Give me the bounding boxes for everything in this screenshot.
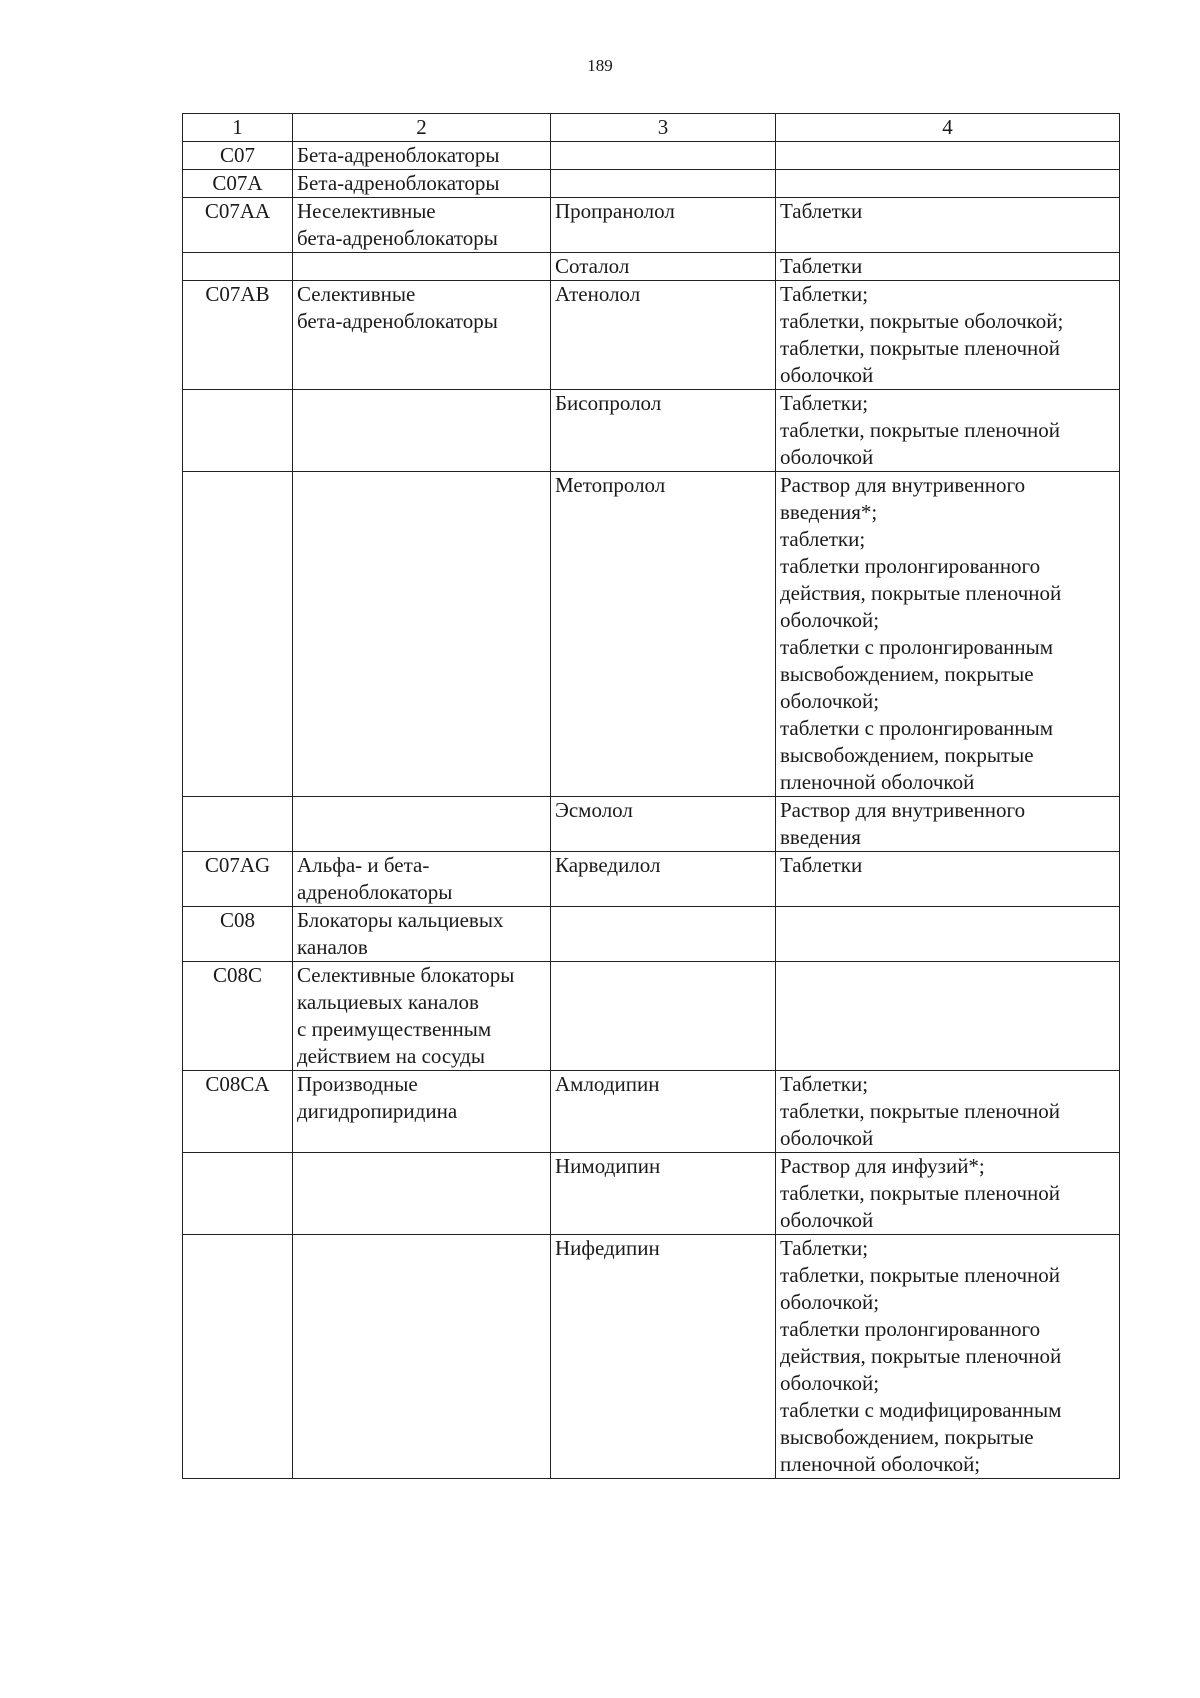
dosage-forms-cell-line: таблетки пролонгированного [780,1317,1041,1341]
group-name-cell-line: бета-адреноблокаторы [297,309,498,333]
drug-name-cell-line: Нифедипин [555,1236,660,1260]
group-name-cell [293,797,551,852]
atc-code-cell: C07AB [183,281,293,390]
dosage-forms-cell [776,281,1120,390]
dosage-forms-cell-line: действия, покрытые пленочной [780,1344,1062,1368]
dosage-forms-cell-line: Таблетки [780,254,863,278]
dosage-forms-cell [776,198,1120,253]
table-row [183,170,1120,198]
drug-name-cell-line: Эсмолол [555,798,633,822]
drug-name-cell [551,281,776,390]
group-name-cell-line: каналов [297,935,368,959]
group-name-cell [293,1071,551,1153]
table-row [183,1153,1120,1235]
dosage-forms-cell-line: Раствор для внутривенного [780,798,1026,822]
dosage-forms-cell-line: Таблетки; [780,1236,869,1260]
group-name-cell-line: Бета-адреноблокаторы [297,171,500,195]
group-name-cell-line: Неселективные [297,199,436,223]
dosage-forms-cell [776,907,1120,962]
group-name-cell [293,198,551,253]
drug-name-cell-line: Карведилол [555,853,661,877]
drug-name-cell [551,1153,776,1235]
dosage-forms-cell-line: оболочкой [780,1126,874,1150]
group-name-cell [293,907,551,962]
dosage-forms-cell [776,852,1120,907]
dosage-forms-cell [776,253,1120,281]
group-name-cell-line: Производные [297,1072,418,1096]
atc-code-cell: C07 [183,142,293,170]
dosage-forms-cell-line: таблетки; [780,527,866,551]
drug-name-cell [551,253,776,281]
dosage-forms-cell [776,797,1120,852]
atc-code-cell [183,797,293,852]
table-body [183,142,1120,1479]
drug-table [182,113,1120,1479]
dosage-forms-cell-line: оболочкой; [780,1371,880,1395]
header-col-2: 2 [293,114,551,142]
dosage-forms-cell-line: Таблетки [780,853,863,877]
dosage-forms-cell-line: Раствор для внутривенного [780,473,1026,497]
table-row [183,281,1120,390]
dosage-forms-cell-line: таблетки, покрытые оболочкой; [780,309,1064,333]
group-name-cell-line: Селективные блокаторы [297,963,515,987]
dosage-forms-cell-line: оболочкой [780,363,874,387]
drug-name-cell-line: Метопролол [555,473,666,497]
group-name-cell-line: кальциевых каналов [297,990,479,1014]
table-row [183,198,1120,253]
atc-code-cell: C08 [183,907,293,962]
atc-code-cell [183,253,293,281]
dosage-forms-cell [776,472,1120,797]
dosage-forms-cell-line: пленочной оболочкой; [780,1452,981,1476]
drug-name-cell [551,198,776,253]
dosage-forms-cell-line: оболочкой [780,1208,874,1232]
dosage-forms-cell-line: высвобождением, покрытые [780,1425,1034,1449]
drug-name-cell [551,1071,776,1153]
group-name-cell-line: адреноблокаторы [297,880,453,904]
atc-code-cell: C08C [183,962,293,1071]
drug-name-cell-line: Бисопролол [555,391,662,415]
group-name-cell [293,1153,551,1235]
dosage-forms-cell-line: введения*; [780,500,878,524]
dosage-forms-cell-line: таблетки с пролонгированным [780,635,1054,659]
dosage-forms-cell-line: оболочкой; [780,608,880,632]
dosage-forms-cell-line: оболочкой; [780,1290,880,1314]
group-name-cell-line: действием на сосуды [297,1044,485,1068]
dosage-forms-cell-line: таблетки с пролонгированным [780,716,1054,740]
dosage-forms-cell-line: таблетки, покрытые пленочной [780,336,1061,360]
table-row [183,390,1120,472]
atc-code-cell [183,390,293,472]
drug-name-cell-line: Амлодипин [555,1072,660,1096]
dosage-forms-cell [776,142,1120,170]
group-name-cell [293,472,551,797]
page-number: 189 [587,56,613,75]
atc-code-cell [183,1235,293,1479]
table-row [183,142,1120,170]
dosage-forms-cell-line: Таблетки; [780,1072,869,1096]
table-row [183,907,1120,962]
group-name-cell-line: Альфа- и бета- [297,853,430,877]
drug-name-cell [551,472,776,797]
dosage-forms-cell-line: Таблетки [780,199,863,223]
group-name-cell [293,390,551,472]
dosage-forms-cell-line: таблетки пролонгированного [780,554,1041,578]
drug-name-cell [551,170,776,198]
table-row [183,253,1120,281]
header-row [183,114,1120,142]
header-col-1: 1 [183,114,293,142]
dosage-forms-cell-line: высвобождением, покрытые [780,743,1034,767]
table-row [183,797,1120,852]
group-name-cell [293,142,551,170]
drug-name-cell-line: Соталол [555,254,630,278]
atc-code-cell: C07AA [183,198,293,253]
group-name-cell-line: Бета-адреноблокаторы [297,143,500,167]
drug-name-cell-line: Атенолол [555,282,641,306]
group-name-cell-line: бета-адреноблокаторы [297,226,498,250]
dosage-forms-cell-line: таблетки, покрытые пленочной [780,1263,1061,1287]
drug-name-cell [551,907,776,962]
drug-name-cell-line: Пропранолол [555,199,675,223]
table-row [183,852,1120,907]
group-name-cell-line: Блокаторы кальциевых [297,908,504,932]
dosage-forms-cell-line: введения [780,825,861,849]
dosage-forms-cell-line: Раствор для инфузий*; [780,1154,985,1178]
table-row [183,962,1120,1071]
dosage-forms-cell-line: оболочкой [780,445,874,469]
drug-name-cell [551,1235,776,1479]
group-name-cell-line: Селективные [297,282,416,306]
drug-name-cell [551,962,776,1071]
dosage-forms-cell [776,962,1120,1071]
dosage-forms-cell-line: Таблетки; [780,282,869,306]
dosage-forms-cell-line: пленочной оболочкой [780,770,975,794]
group-name-cell [293,852,551,907]
header-col-4: 4 [776,114,1120,142]
dosage-forms-cell-line: таблетки, покрытые пленочной [780,418,1061,442]
group-name-cell [293,281,551,390]
dosage-forms-cell-line: действия, покрытые пленочной [780,581,1062,605]
group-name-cell [293,962,551,1071]
group-name-cell [293,1235,551,1479]
dosage-forms-cell [776,170,1120,198]
group-name-cell-line: дигидропиридина [297,1099,458,1123]
dosage-forms-cell [776,390,1120,472]
table-row [183,1071,1120,1153]
atc-code-cell [183,472,293,797]
dosage-forms-cell [776,1071,1120,1153]
drug-name-cell [551,142,776,170]
drug-name-cell [551,390,776,472]
dosage-forms-cell [776,1153,1120,1235]
dosage-forms-cell-line: высвобождением, покрытые [780,662,1034,686]
dosage-forms-cell-line: Таблетки; [780,391,869,415]
group-name-cell [293,170,551,198]
dosage-forms-cell-line: таблетки, покрытые пленочной [780,1099,1061,1123]
drug-name-cell-line: Нимодипин [555,1154,661,1178]
group-name-cell [293,253,551,281]
atc-code-cell: C07A [183,170,293,198]
dosage-forms-cell-line: таблетки, покрытые пленочной [780,1181,1061,1205]
atc-code-cell [183,1153,293,1235]
drug-name-cell [551,797,776,852]
table-row [183,472,1120,797]
dosage-forms-cell-line: оболочкой; [780,689,880,713]
drug-name-cell [551,852,776,907]
dosage-forms-cell [776,1235,1120,1479]
atc-code-cell: C08CA [183,1071,293,1153]
table-row [183,1235,1120,1479]
atc-code-cell: C07AG [183,852,293,907]
header-col-3: 3 [551,114,776,142]
group-name-cell-line: с преимущественным [297,1017,492,1041]
dosage-forms-cell-line: таблетки с модифицированным [780,1398,1062,1422]
